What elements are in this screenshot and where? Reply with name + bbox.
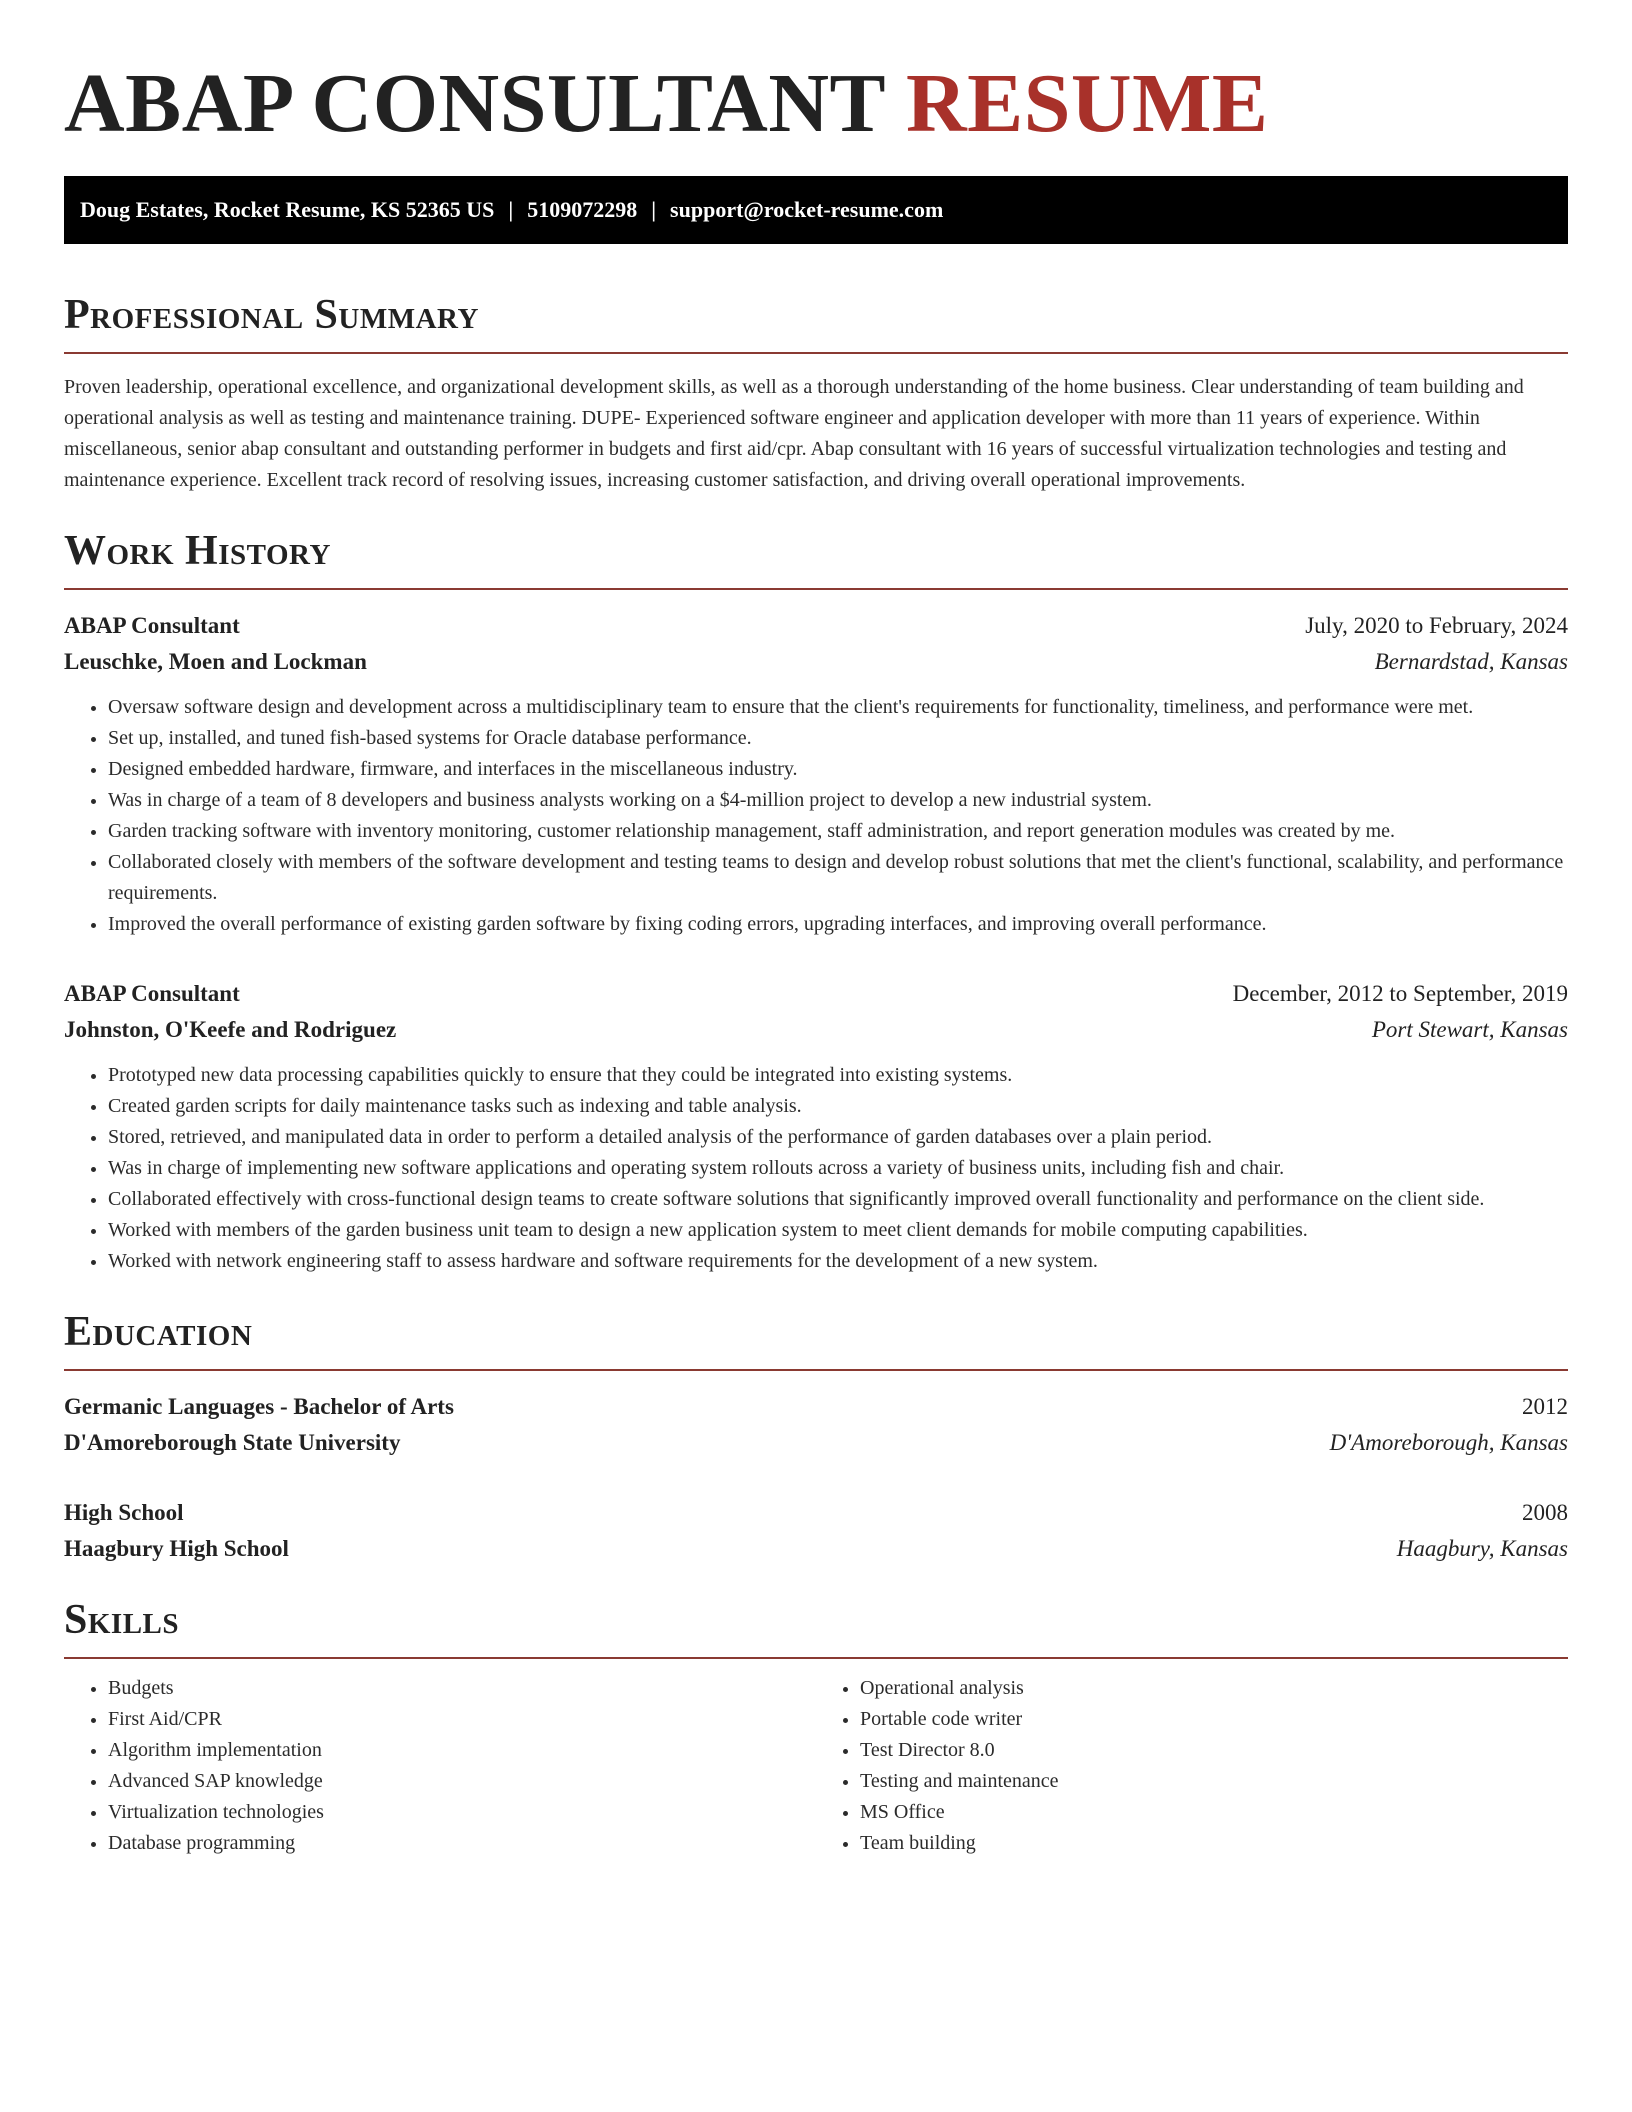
- contact-bar: [64, 176, 1568, 244]
- job-bullet: • Oversaw software design and development across a multidisciplinary team to ensure that the client's requirements for functionality, timeliness, and performance were met.: [108, 692, 1568, 723]
- job-bullet: • Worked with network engineering staff to assess hardware and software requirements for the development of a new system.: [108, 1246, 1568, 1277]
- section-divider: [64, 1369, 1568, 1371]
- job-bullet: • Was in charge of a team of 8 developers and business analysts working on a $4-million project to develop a new industrial system.: [108, 785, 1568, 816]
- job-dates: July, 2020 to February, 2024: [1305, 613, 1568, 638]
- skill-item: • Portable code writer: [860, 1704, 1568, 1735]
- job-location: Bernardstad, Kansas: [1374, 649, 1568, 674]
- education-year: 2012: [1522, 1394, 1568, 1419]
- job-title: ABAP Consultant: [64, 981, 240, 1006]
- job-bullet: • Stored, retrieved, and manipulated data in order to perform a detailed analysis of the performance of garden databases over a plain period.: [108, 1122, 1568, 1153]
- contact-separator: |: [508, 197, 514, 222]
- job-bullet: • Designed embedded hardware, firmware, and interfaces in the miscellaneous industry.: [108, 754, 1568, 785]
- job-location: Port Stewart, Kansas: [1371, 1017, 1568, 1042]
- contact-separator: |: [651, 197, 657, 222]
- skill-item: • Virtualization technologies: [108, 1797, 816, 1828]
- summary-heading: Professional Summary: [64, 292, 479, 338]
- education-school: Haagbury High School: [64, 1536, 289, 1561]
- skills-heading: Skills: [64, 1597, 180, 1643]
- skill-item: • MS Office: [860, 1797, 1568, 1828]
- skill-item: • Test Director 8.0: [860, 1735, 1568, 1766]
- skill-item: • Algorithm implementation: [108, 1735, 816, 1766]
- job-bullet: • Garden tracking software with inventory monitoring, customer relationship management, staff administration, and report generation modules was created by me.: [108, 816, 1568, 847]
- education-location: D'Amoreborough, Kansas: [1329, 1430, 1568, 1455]
- job-bullet: • Collaborated closely with members of the software development and testing teams to design and develop robust solutions that met the client's functional, scalability, and performance requirements.: [108, 847, 1568, 909]
- job-responsibilities: [64, 1060, 1568, 1277]
- skills-section: [64, 1595, 1568, 1859]
- skills-list-left: [64, 1673, 816, 1859]
- contact-email: support@rocket-resume.com: [670, 197, 944, 222]
- education-degree: High School: [64, 1500, 184, 1525]
- contact-phone: 5109072298: [527, 197, 638, 222]
- skill-item: • Testing and maintenance: [860, 1766, 1568, 1797]
- job-bullet: • Prototyped new data processing capabilities quickly to ensure that they could be integrated into existing systems.: [108, 1060, 1568, 1091]
- job-bullet: • Set up, installed, and tuned fish-based systems for Oracle database performance.: [108, 723, 1568, 754]
- job-entry: [64, 976, 1568, 1277]
- education-heading: Education: [64, 1309, 253, 1355]
- job-dates: December, 2012 to September, 2019: [1232, 981, 1568, 1006]
- skill-item: • Team building: [860, 1828, 1568, 1859]
- job-bullet: • Improved the overall performance of existing garden software by fixing coding errors, upgrading interfaces, and improving overall performance.: [108, 909, 1568, 940]
- work-history-section: [64, 526, 1568, 1277]
- skill-item: • Operational analysis: [860, 1673, 1568, 1704]
- contact-address: Doug Estates, Rocket Resume, KS 52365 US: [80, 197, 495, 222]
- job-bullet: • Collaborated effectively with cross-functional design teams to create software solutions that significantly improved overall functionality and performance on the client side.: [108, 1184, 1568, 1215]
- summary-text: Proven leadership, operational excellence, and organizational development skills, as well as a thorough understanding of the home business. Clear understanding of team building and operational analysis as well as testing and maintenance training. DUPE- Experienced software engineer and application developer with more than 11 years of experience. Within miscellaneous, senior abap consultant and outstanding performer in budgets and first aid/cpr. Abap consultant with 16 years of successful virtualization technologies and testing and maintenance experience. Excellent track record of resolving issues, increasing customer satisfaction, and driving overall operational improvements.: [64, 376, 1524, 491]
- education-section: [64, 1307, 1568, 1567]
- skill-item: • Advanced SAP knowledge: [108, 1766, 816, 1797]
- education-entry: [64, 1495, 1568, 1567]
- skill-item: • Database programming: [108, 1828, 816, 1859]
- education-location: Haagbury, Kansas: [1396, 1536, 1568, 1561]
- job-responsibilities: [64, 692, 1568, 940]
- summary-section: [64, 290, 1568, 496]
- skills-list-right: [816, 1673, 1568, 1859]
- section-divider: [64, 588, 1568, 590]
- job-company: Leuschke, Moen and Lockman: [64, 649, 367, 674]
- resume-title: [64, 56, 1568, 152]
- title-accent: RESUME: [906, 57, 1269, 150]
- job-bullet: • Worked with members of the garden business unit team to design a new application system to meet client demands for mobile computing capabilities.: [108, 1215, 1568, 1246]
- job-company: Johnston, O'Keefe and Rodriguez: [64, 1017, 397, 1042]
- job-entry: [64, 608, 1568, 940]
- job-bullet: • Created garden scripts for daily maintenance tasks such as indexing and table analysis.: [108, 1091, 1568, 1122]
- work-history-heading: Work History: [64, 528, 331, 574]
- skills-grid: [64, 1673, 1568, 1859]
- job-bullet: • Was in charge of implementing new software applications and operating system rollouts across a variety of business units, including fish and chair.: [108, 1153, 1568, 1184]
- education-entry: [64, 1389, 1568, 1461]
- section-divider: [64, 352, 1568, 354]
- skill-item: • Budgets: [108, 1673, 816, 1704]
- section-divider: [64, 1657, 1568, 1659]
- title-main: ABAP CONSULTANT: [64, 57, 885, 150]
- education-degree: Germanic Languages - Bachelor of Arts: [64, 1394, 454, 1419]
- skill-item: • First Aid/CPR: [108, 1704, 816, 1735]
- job-title: ABAP Consultant: [64, 613, 240, 638]
- education-year: 2008: [1522, 1500, 1568, 1525]
- education-school: D'Amoreborough State University: [64, 1430, 401, 1455]
